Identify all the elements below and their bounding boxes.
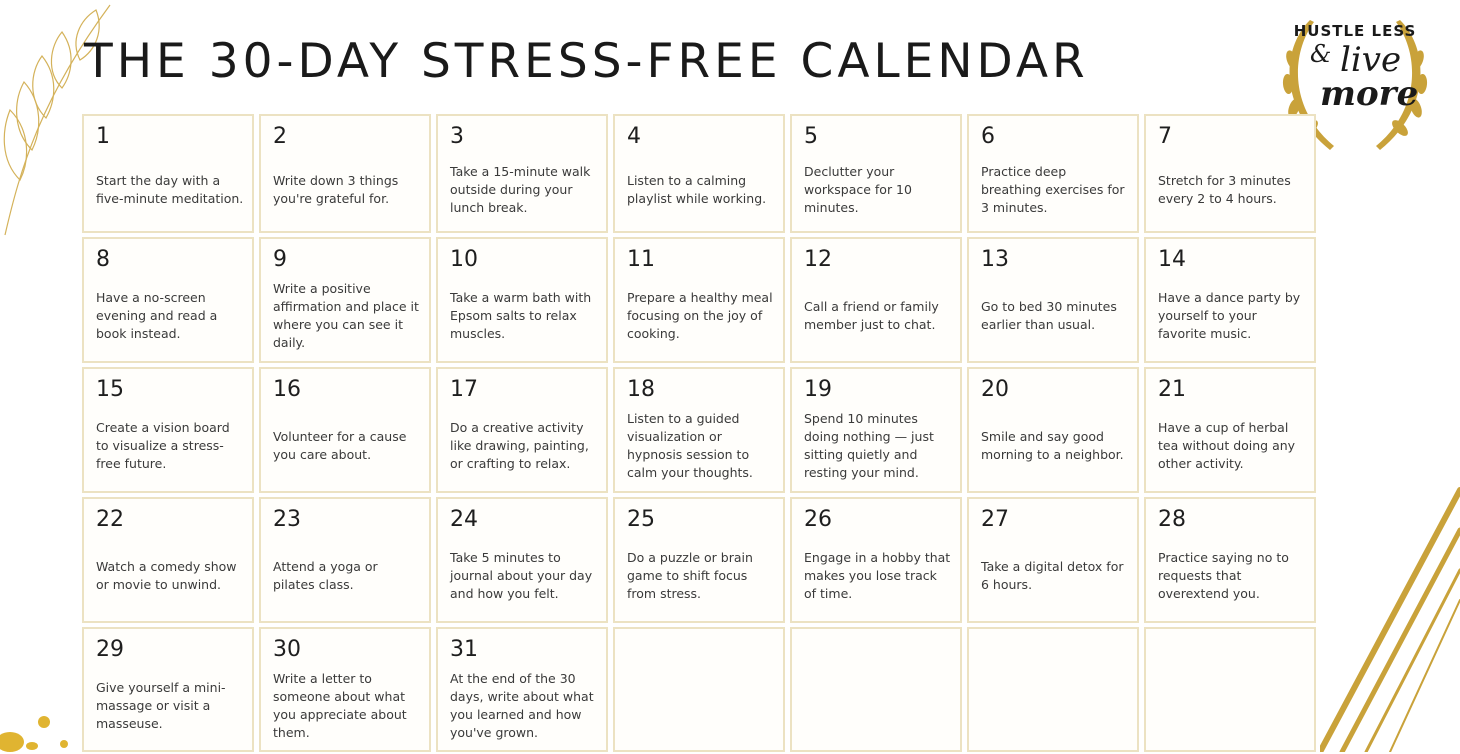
day-number: 30: [273, 637, 301, 662]
day-number: 31: [450, 637, 478, 662]
calendar-day-cell: [1144, 367, 1316, 493]
day-task: [1158, 665, 1306, 746]
empty-calendar-cell: [1144, 627, 1316, 752]
gold-stripes-decoration-icon: [1320, 470, 1460, 752]
calendar-day-cell: [436, 237, 608, 363]
calendar-day-cell: [259, 497, 431, 623]
calendar-day-cell: [436, 367, 608, 493]
calendar-day-cell: [259, 237, 431, 363]
day-number: 29: [96, 637, 124, 662]
day-task: Declutter your workspace for 10 minutes.: [804, 163, 912, 215]
day-task: At the end of the 30 days, write about what you learned and how you've grown.: [450, 670, 594, 740]
day-number: 4: [627, 124, 641, 149]
page-title: THE 30-DAY STRESS-FREE CALENDAR: [84, 34, 1089, 89]
day-number: 20: [981, 377, 1009, 402]
calendar-day-cell: [790, 497, 962, 623]
day-task: Listen to a calming playlist while working.: [627, 172, 767, 206]
day-task: Have a cup of herbal tea without doing any other activity.: [1158, 420, 1296, 471]
day-number: 8: [96, 247, 110, 272]
day-number: 6: [981, 124, 995, 149]
calendar-day-cell: [259, 627, 431, 752]
calendar-day-cell: [436, 497, 608, 623]
day-number: 5: [804, 124, 818, 149]
calendar-day-cell: [790, 367, 962, 493]
logo-hustle-less: HUSTLE LESS: [1293, 22, 1417, 40]
calendar-day-cell: [259, 114, 431, 233]
day-number: 9: [273, 247, 287, 272]
day-task: Practice saying no to requests that overextend you.: [1158, 550, 1289, 601]
day-number: 12: [804, 247, 832, 272]
calendar-day-cell: [967, 367, 1139, 493]
calendar-day-cell: [790, 237, 962, 363]
calendar-day-cell: [1144, 237, 1316, 363]
calendar-day-cell: [436, 114, 608, 233]
day-task: Take 5 minutes to journal about your day and how you felt.: [450, 550, 593, 601]
day-task: Volunteer for a cause you care about.: [273, 429, 407, 462]
calendar-day-cell: [967, 497, 1139, 623]
day-task: Start the day with a five-minute meditation.: [96, 172, 244, 206]
day-number: 13: [981, 247, 1009, 272]
gold-splash-decoration-icon: [0, 712, 80, 752]
day-task: Give yourself a mini-massage or visit a masseuse.: [96, 679, 226, 731]
day-task: [981, 665, 1129, 746]
calendar-day-cell: [967, 237, 1139, 363]
day-task: Call a friend or family member just to chat.: [804, 299, 939, 332]
logo-ampersand: &: [1310, 40, 1332, 68]
empty-calendar-cell: [790, 627, 962, 752]
day-number: 24: [450, 507, 478, 532]
calendar-day-cell: [613, 237, 785, 363]
day-number: 17: [450, 377, 478, 402]
day-task: Prepare a healthy meal focusing on the joy of cooking.: [627, 290, 773, 341]
day-task: Practice deep breathing exercises for 3 minutes.: [981, 163, 1125, 215]
day-number: 1: [96, 124, 110, 149]
calendar-day-cell: [82, 237, 254, 363]
day-number: 22: [96, 507, 124, 532]
empty-calendar-cell: [967, 627, 1139, 752]
day-number: 16: [273, 377, 301, 402]
day-task: Spend 10 minutes doing nothing — just sitting quietly and resting your mind.: [804, 411, 934, 480]
day-number: 21: [1158, 377, 1186, 402]
day-task: Have a dance party by yourself to your favorite music.: [1158, 290, 1301, 341]
day-task: Watch a comedy show or movie to unwind.: [96, 559, 237, 592]
empty-calendar-cell: [613, 627, 785, 752]
day-number: 19: [804, 377, 832, 402]
day-number: 23: [273, 507, 301, 532]
day-task: Write a positive affirmation and place it where you can see it daily.: [273, 281, 419, 350]
day-number: 11: [627, 247, 655, 272]
calendar-day-cell: [82, 627, 254, 752]
day-task: Take a warm bath with Epsom salts to relax muscles.: [450, 290, 592, 341]
day-number: 15: [96, 377, 124, 402]
calendar-day-cell: [790, 114, 962, 233]
day-number: 25: [627, 507, 655, 532]
calendar-day-cell: [82, 497, 254, 623]
day-task: Take a digital detox for 6 hours.: [981, 559, 1124, 592]
day-task: Smile and say good morning to a neighbor.: [981, 429, 1124, 462]
day-task: Go to bed 30 minutes earlier than usual.: [981, 299, 1117, 332]
calendar-day-cell: [1144, 114, 1316, 233]
day-task: Do a puzzle or brain game to shift focus from stress.: [627, 550, 753, 601]
day-number: 7: [1158, 124, 1172, 149]
day-task: Write a letter to someone about what you appreciate about them.: [273, 670, 407, 740]
day-task: [627, 665, 775, 746]
day-number: 28: [1158, 507, 1186, 532]
logo-more: more: [1320, 74, 1419, 114]
calendar-day-cell: [613, 497, 785, 623]
calendar-day-cell: [613, 367, 785, 493]
calendar-day-cell: [1144, 497, 1316, 623]
day-task: Stretch for 3 minutes every 2 to 4 hours.: [1158, 172, 1291, 206]
day-task: Do a creative activity like drawing, painting, or crafting to relax.: [450, 420, 589, 471]
calendar-day-cell: [613, 114, 785, 233]
day-task: Have a no-screen evening and read a book instead.: [96, 290, 218, 341]
day-number: 18: [627, 377, 655, 402]
calendar-grid: [82, 114, 1314, 754]
day-number: 27: [981, 507, 1009, 532]
day-task: Listen to a guided visualization or hypnosis session to calm your thoughts.: [627, 411, 753, 480]
day-number: 26: [804, 507, 832, 532]
day-number: 10: [450, 247, 478, 272]
day-task: Engage in a hobby that makes you lose track of time.: [804, 550, 951, 601]
day-task: Write down 3 things you're grateful for.: [273, 172, 399, 206]
calendar-day-cell: [967, 114, 1139, 233]
calendar-day-cell: [259, 367, 431, 493]
calendar-day-cell: [82, 367, 254, 493]
day-number: 3: [450, 124, 464, 149]
day-number: 2: [273, 124, 287, 149]
day-task: Attend a yoga or pilates class.: [273, 559, 378, 592]
day-number: 14: [1158, 247, 1186, 272]
calendar-day-cell: [436, 627, 608, 752]
day-task: Create a vision board to visualize a stress-free future.: [96, 420, 230, 471]
day-task: Take a 15-minute walk outside during your lunch break.: [450, 163, 591, 215]
calendar-day-cell: [82, 114, 254, 233]
day-task: [804, 665, 952, 746]
logo-live: live: [1340, 40, 1402, 80]
